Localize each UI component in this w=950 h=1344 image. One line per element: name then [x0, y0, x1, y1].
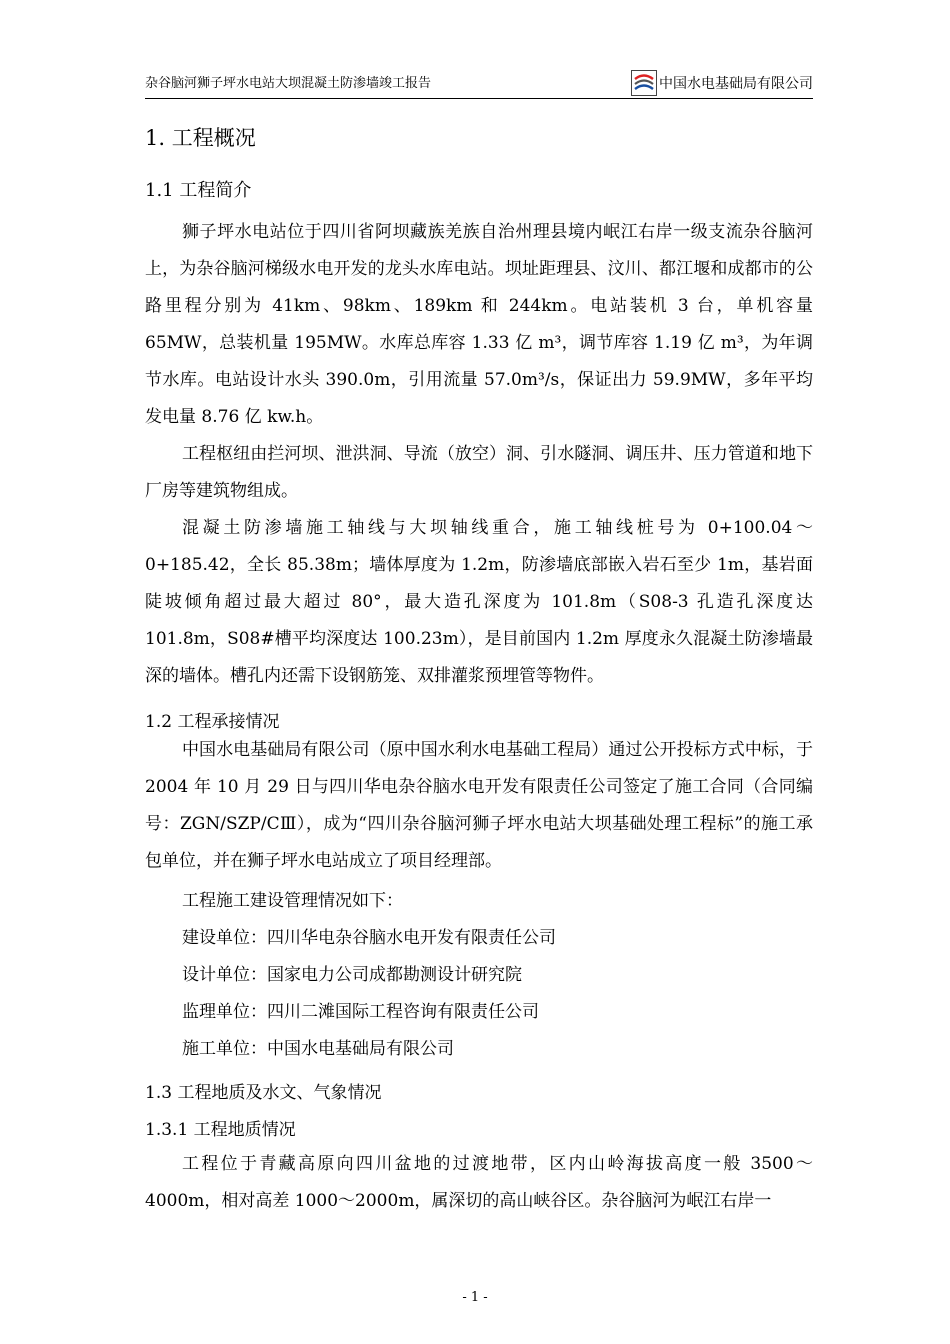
paragraph-geology: 工程位于青藏高原向四川盆地的过渡地带，区内山岭海拔高度一般 3500～4000m，相对高差 1000～2000m，属深切的高山峡谷区。杂谷脑河为岷江右岸一 [145, 1154, 813, 1211]
paragraph-structures: 工程枢纽由拦河坝、泄洪洞、导流（放空）洞、引水隧洞、调压井、压力管道和地下厂房等建筑物组成。 [145, 444, 813, 501]
supervision-unit: 监理单位：四川二滩国际工程咨询有限责任公司 [182, 1002, 539, 1022]
chapter-heading: 1. 工程概况 [145, 126, 256, 150]
page-number: - 1 - [462, 1290, 488, 1305]
report-title: 杂谷脑河狮子坪水电站大坝混凝土防渗墙竣工报告 [145, 76, 432, 91]
management-intro: 工程施工建设管理情况如下： [182, 891, 403, 911]
company-block [631, 70, 813, 96]
construction-unit: 施工单位：中国水电基础局有限公司 [182, 1039, 454, 1059]
owner-unit: 建设单位：四川华电杂谷脑水电开发有限责任公司 [182, 928, 556, 948]
paragraph-cutoff-wall: 混凝土防渗墙施工轴线与大坝轴线重合，施工轴线桩号为 0+100.04～0+185.42，全长 85.38m；墙体厚度为 1.2m，防渗墙底部嵌入岩石至少 1m，基岩面陡坡倾角超过最大超过 80°，最大造孔深度为 101.8m（S08-3 孔造孔深度达 101.8m，S08#槽平均深度达 100.23m），是目前国内 1.2m 厚度永久混凝土防渗墙最深的墙体。槽孔内还需下设钢筋笼、双排灌浆预埋管等物件。 [145, 518, 813, 686]
company-logo-icon [631, 70, 657, 96]
design-unit: 设计单位：国家电力公司成都勘测设计研究院 [182, 965, 522, 985]
section-heading-1-3-1: 1.3.1 工程地质情况 [145, 1120, 296, 1140]
header-divider [145, 98, 813, 99]
section-heading-1-2: 1.2 工程承接情况 [145, 712, 280, 732]
company-name: 中国水电基础局有限公司 [659, 76, 813, 92]
paragraph-contract: 中国水电基础局有限公司（原中国水利水电基础工程局）通过公开投标方式中标，于 2004 年 10 月 29 日与四川华电杂谷脑水电开发有限责任公司签定了施工合同（合同编号：ZGN/SZP/CⅢ），成为“四川杂谷脑河狮子坪水电站大坝基础处理工程标”的施工承包单位，并在狮子坪水电站成立了项目经理部。 [145, 740, 813, 871]
section-heading-1-1: 1.1 工程简介 [145, 180, 252, 201]
page-header [145, 60, 813, 100]
paragraph-overview: 狮子坪水电站位于四川省阿坝藏族羌族自治州理县境内岷江右岸一级支流杂谷脑河上，为杂谷脑河梯级水电开发的龙头水库电站。坝址距理县、汶川、都江堰和成都市的公路里程分别为 41km、98km、189km 和 244km。电站装机 3 台，单机容量 65MW，总装机量 195MW。水库总库容 1.33 亿 m³，调节库容 1.19 亿 m³，为年调节水库。电站设计水头 390.0m，引用流量 57.0m³/s，保证出力 59.9MW，多年平均发电量 8.76 亿 kw.h。 [145, 222, 813, 427]
section-heading-1-3: 1.3 工程地质及水文、气象情况 [145, 1083, 382, 1103]
